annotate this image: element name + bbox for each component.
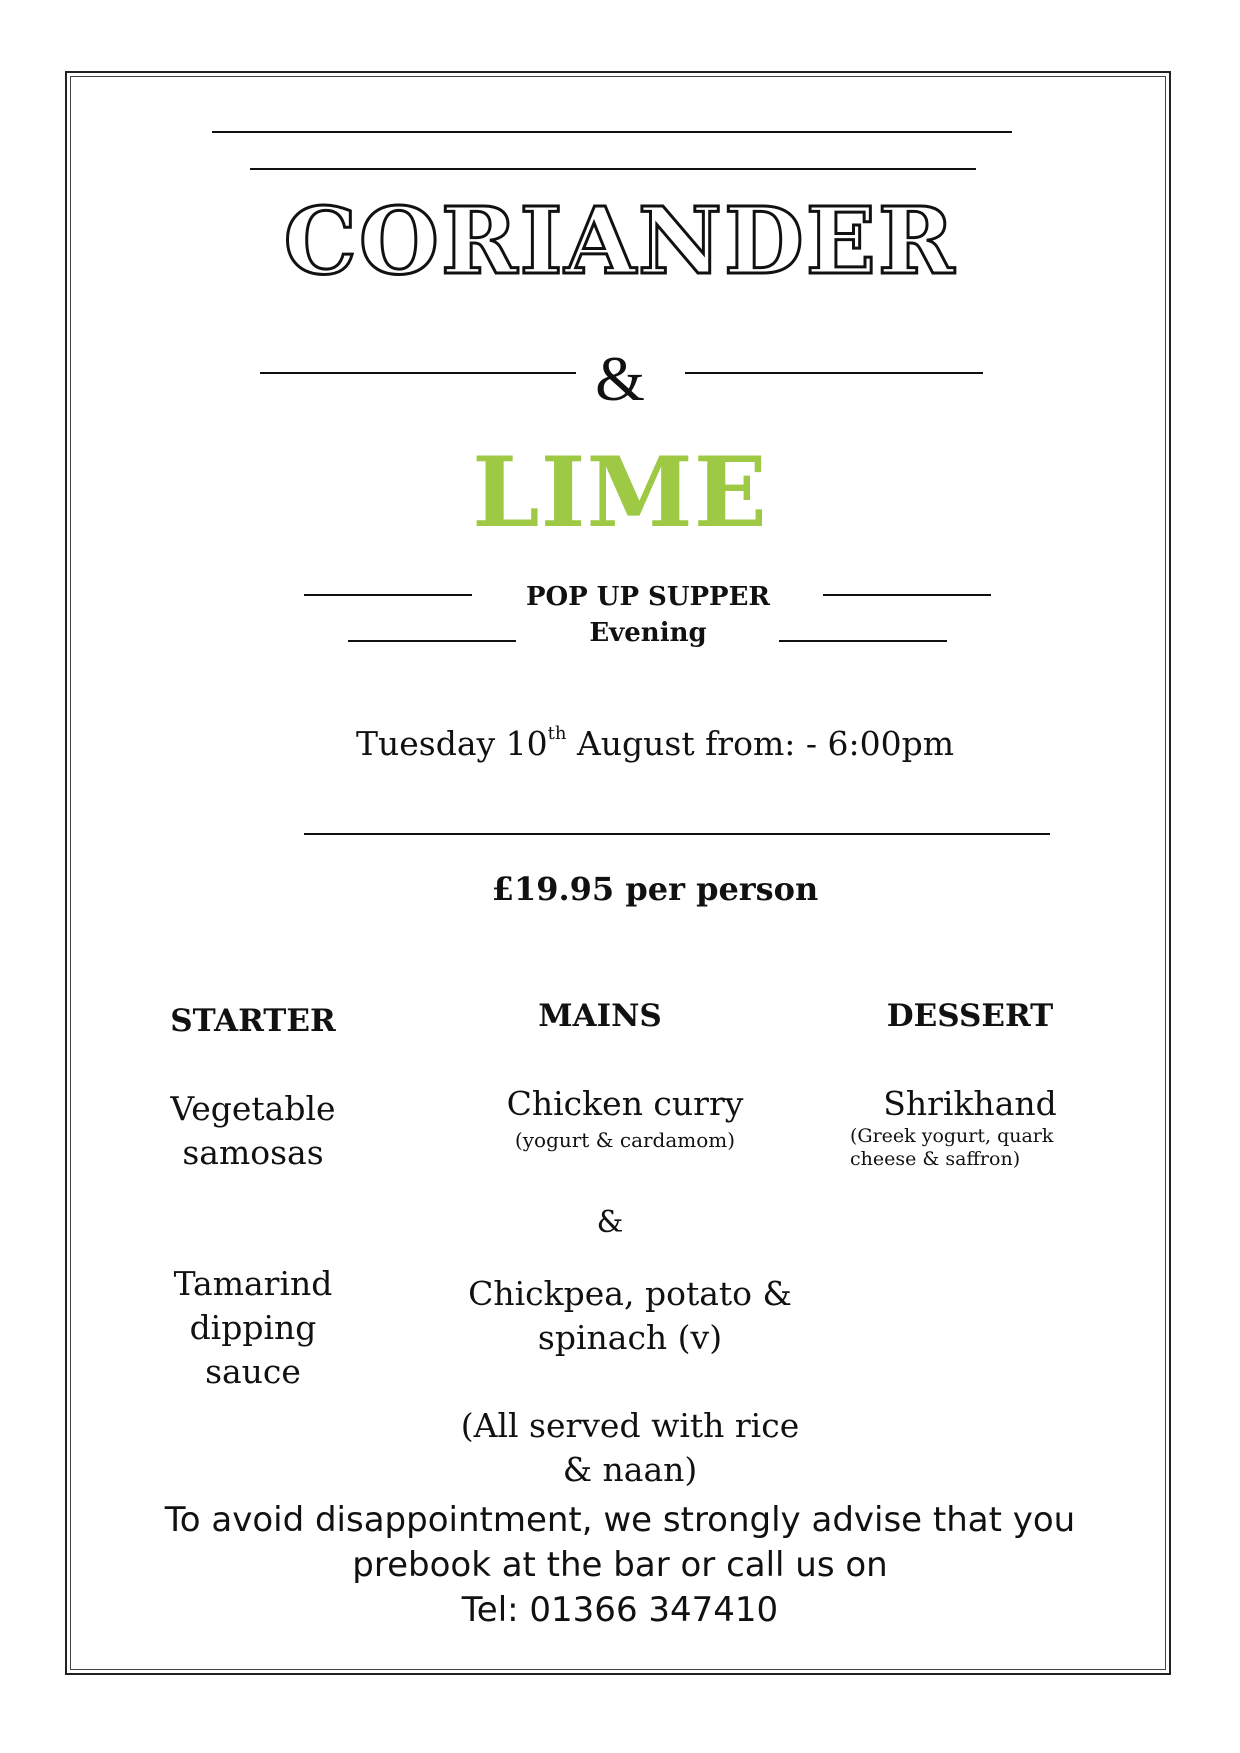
event-time-of-day (0, 620, 1240, 646)
mains-served-with (420, 1404, 840, 1492)
dessert-item-1: Shrikhand (883, 1084, 1057, 1123)
starter-item-1 (113, 1087, 393, 1175)
dessert-heading: DESSERT (886, 998, 1054, 1034)
dessert-item-1-note (850, 1125, 1110, 1171)
mains-item-1-note: (yogurt & cardamom) (514, 1128, 736, 1152)
dessert-note-line2: cheese & saffron) (850, 1148, 1021, 1170)
starter-item-2-line2: dipping (189, 1308, 317, 1347)
event-date-rest: August from: - 6:00pm (566, 724, 955, 763)
starter-item-1-line2: samosas (182, 1133, 324, 1172)
title-ampersand: & (595, 343, 645, 414)
starter-item-1-line1: Vegetable (170, 1089, 336, 1128)
mains-item-2-line1: Chickpea, potato & (468, 1274, 792, 1313)
mains-item-1: Chicken curry (506, 1084, 744, 1123)
starter-item-2 (113, 1262, 393, 1394)
event-type (0, 584, 1240, 610)
starter-heading: STARTER (170, 1003, 336, 1039)
footer-phone: Tel: 01366 347410 (461, 1590, 779, 1630)
mains-served-line1: (All served with rice (460, 1406, 800, 1445)
event-date-suffix: th (547, 723, 567, 744)
top-rule-2 (250, 168, 976, 170)
mains-item-2 (420, 1272, 840, 1360)
mains-joiner: & (596, 1205, 624, 1240)
mains-served-line2: & naan) (562, 1450, 698, 1489)
event-type-text: POP UP SUPPER (525, 582, 771, 612)
footer-line2: prebook at the bar or call us on (352, 1545, 888, 1585)
starter-item-2-line3: sauce (205, 1352, 301, 1391)
footer-booking-info (0, 1498, 1240, 1633)
event-date-prefix: Tuesday 10 (355, 724, 548, 763)
top-rule-1 (212, 131, 1012, 133)
starter-item-2-line1: Tamarind (173, 1264, 333, 1303)
title-coriander: CORIANDER (283, 187, 957, 295)
price-rule (304, 833, 1050, 835)
amp-rule-right (685, 372, 983, 374)
dessert-note-line1: (Greek yogurt, quark (850, 1125, 1054, 1147)
mains-item-2-line2: spinach (v) (537, 1318, 723, 1357)
title-lime: LIME (472, 436, 768, 549)
event-time-of-day-text: Evening (589, 618, 707, 648)
event-price: £19.95 per person (491, 870, 819, 908)
footer-line1: To avoid disappointment, we strongly advise that you (164, 1500, 1076, 1540)
event-date (0, 723, 1240, 763)
mains-heading: MAINS (538, 998, 662, 1034)
